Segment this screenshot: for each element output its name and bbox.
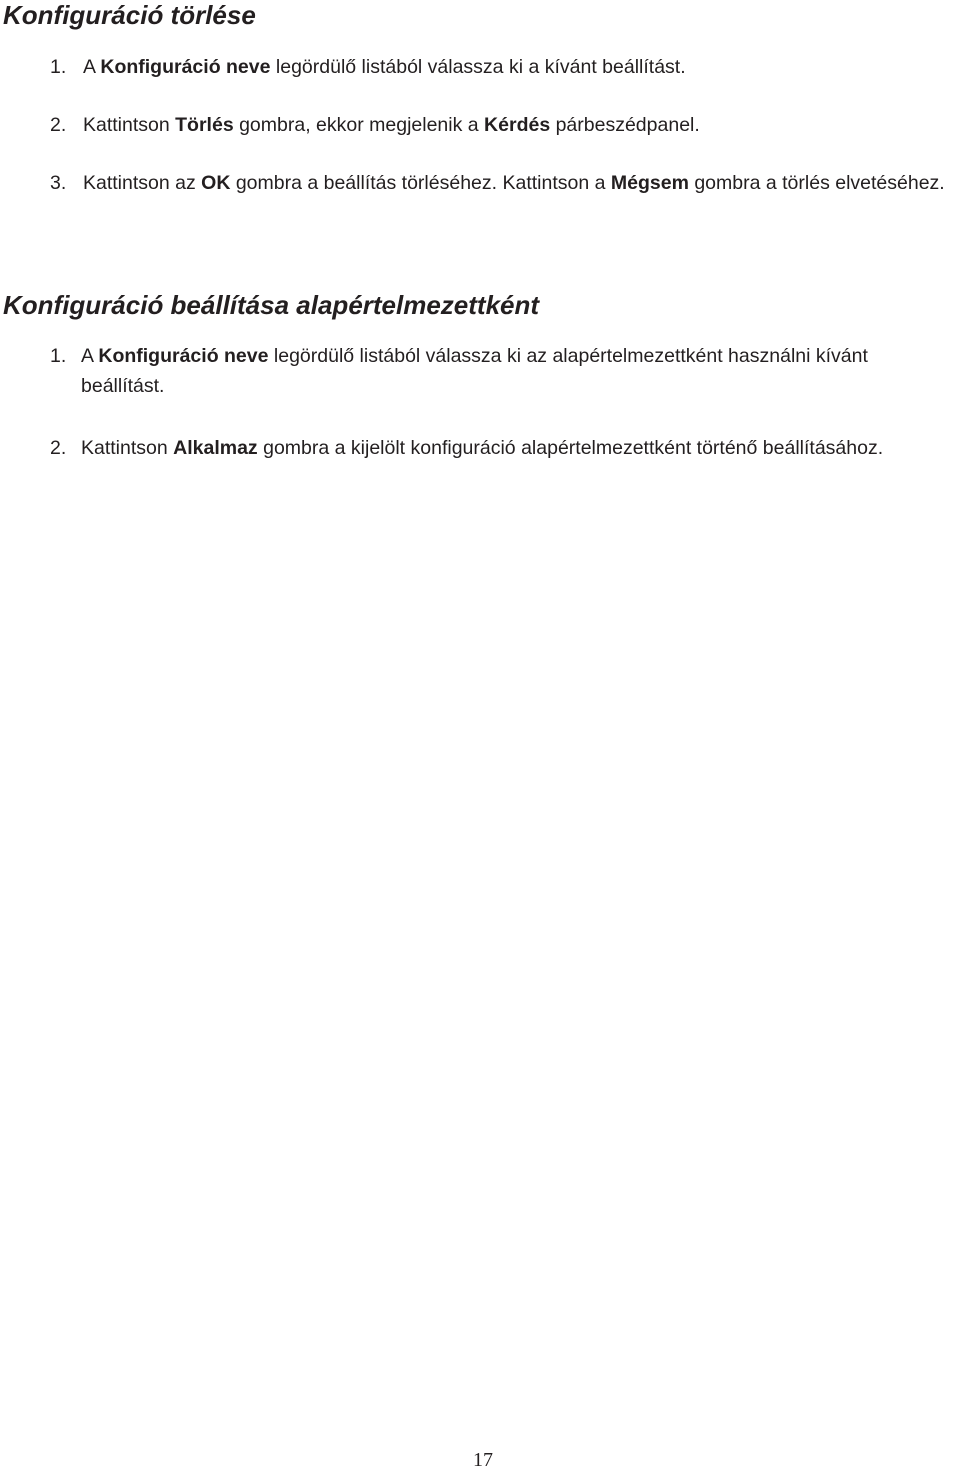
ui-term-ok: OK (201, 172, 231, 194)
step-item (50, 110, 955, 140)
step-text: legördülő listából válassza ki a kívánt beállítást. (270, 56, 686, 78)
step-number: 2. (50, 114, 67, 136)
step-text: gombra, ekkor megjelenik a (233, 114, 485, 136)
step-number: 2. (50, 437, 67, 459)
step-text: gombra a beállítás törléséhez. Kattintson a (230, 172, 611, 194)
section-title-set-default-configuration: Konfiguráció beállítása alapértelmezettként (3, 290, 540, 320)
step-text: Kattintson az (83, 172, 202, 194)
ui-term-configuration-name: Konfiguráció neve (98, 345, 269, 367)
ui-term-question: Kérdés (484, 114, 551, 136)
ui-term-configuration-name: Konfiguráció neve (100, 56, 271, 78)
ui-term-apply: Alkalmaz (173, 437, 258, 459)
step-item (50, 52, 955, 82)
step-number: 3. (50, 172, 67, 194)
step-text: legördülő listából válassza ki az alapértelmezettként használni kívánt beállítást. (81, 345, 868, 397)
step-item (50, 168, 955, 198)
set-default-configuration-steps (50, 341, 955, 495)
step-text: Kattintson (81, 437, 174, 459)
step-text: gombra a kijelölt konfiguráció alapértelmezettként történő beállításához. (257, 437, 884, 459)
section-title-delete-configuration: Konfiguráció törlése (3, 0, 256, 30)
step-text: A (81, 345, 99, 367)
step-text: gombra a törlés elvetéséhez. (688, 172, 945, 194)
step-text: párbeszédpanel. (550, 114, 700, 136)
ui-term-delete: Törlés (175, 114, 234, 136)
ui-term-cancel: Mégsem (610, 172, 689, 194)
page-number: 17 (473, 1449, 493, 1471)
delete-configuration-steps (50, 52, 955, 226)
step-number: 1. (50, 345, 67, 367)
step-item (50, 433, 955, 463)
step-text: Kattintson (83, 114, 176, 136)
step-number: 1. (50, 56, 67, 78)
step-item (50, 341, 955, 401)
step-text: A (83, 56, 101, 78)
